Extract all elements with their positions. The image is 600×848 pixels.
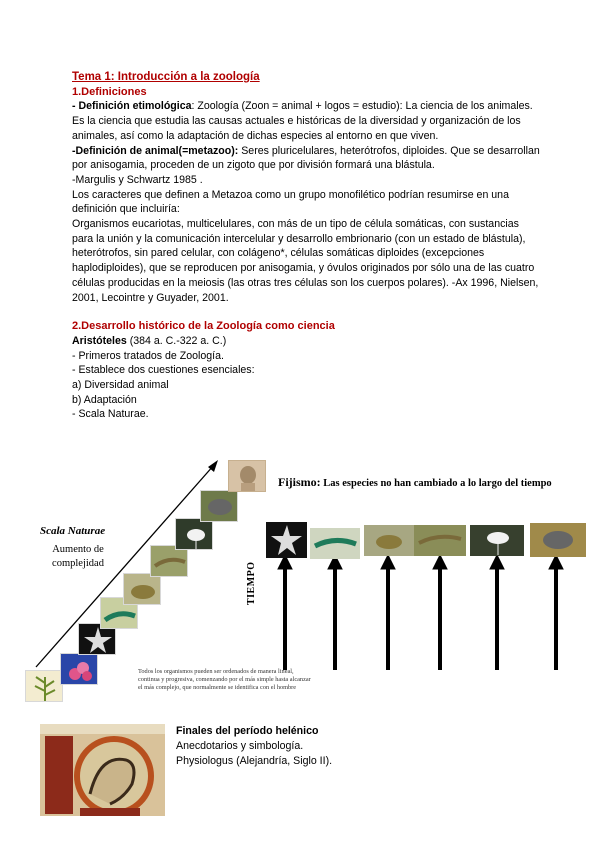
row-lizard2	[414, 525, 466, 556]
scala-naturae-title: Scala Naturae	[40, 525, 106, 537]
list-item: - Primeros tratados de Zoología.	[72, 349, 224, 362]
scala-caption: Todos los organismos pueden ser ordenados de manera lineal, continua y progresiva, comenzando por el más simple hasta alcanzar el más complejo, que normalmente se identifica con el hombre	[138, 668, 311, 692]
physiologus-image	[40, 724, 165, 816]
list-item: a) Diversidad animal	[72, 379, 169, 392]
def-etimologica-label: - Definición etimológica	[72, 100, 192, 113]
list-item: - Establece dos cuestiones esenciales:	[72, 364, 255, 377]
aristoteles-label: Aristóteles	[72, 334, 127, 347]
page-title: Tema 1: Introducción a la zoología	[72, 71, 260, 83]
elephant-icon	[530, 523, 586, 557]
citation-margulis: -Margulis y Schwartz 1985 .	[72, 173, 203, 186]
elephant-icon	[201, 491, 238, 522]
row-elephant	[530, 523, 586, 557]
hellenic-line2: Physiologus (Alejandría, Siglo II).	[176, 755, 333, 767]
lizard2-icon	[151, 546, 188, 577]
manuscript-illustration-icon	[40, 724, 165, 816]
hellenic-line1: Anecdotarios y simbología.	[176, 740, 304, 752]
fijismo-heading	[278, 475, 552, 490]
elephant-tile	[200, 490, 238, 522]
fijismo-label: Fijismo:	[278, 475, 321, 489]
aristoteles-dates: (384 a. C.-322 a. C.)	[126, 334, 227, 347]
frog-icon	[364, 525, 414, 556]
bird-icon	[470, 525, 524, 556]
bust-tile	[228, 460, 266, 492]
paragraph-organismos: Organismos eucariotas, multicelulares, con más de un tipo de célula somáticas, con sustancias para la unión y la comunicación intercelular y desarrollo embrionario (con un estado de blástula), heterótrofos, sin pared celular, con colágeno*, células somáticas diploides (excepciones haplodiploides), que se reproducen por anisogamia, y óvulos originados por sólo una de las cuatro células producidas en la meiosis (las otras tres células son los cuerpos polares). -Ax 1996, Nielsen, 2001, Lecointre y Guyader, 2001.	[72, 218, 539, 304]
def-animal	[72, 144, 542, 173]
section-heading-desarrollo: 2.Desarrollo histórico de la Zoología como ciencia	[72, 320, 335, 333]
aristoteles-line	[72, 334, 542, 349]
time-arrows	[278, 555, 563, 670]
paragraph-caracteres: Los caracteres que definen a Metazoa como un grupo monofilético podrían resumirse en una definición que incluiría:	[72, 188, 509, 216]
frog-tile	[123, 573, 161, 605]
bird-tile	[175, 518, 213, 550]
starfish-icon	[266, 522, 307, 558]
def-etimologica-text: : Zoología (Zoon = animal + logos = estudio): La ciencia de los animales.	[191, 100, 533, 113]
row-frog	[364, 525, 414, 556]
plant-tile	[25, 670, 63, 702]
bird-icon	[176, 519, 213, 550]
tiempo-label: TIEMPO	[246, 561, 257, 605]
plant-icon	[26, 671, 63, 702]
coral-icon	[61, 654, 98, 685]
def-animal-text: Seres pluricelulares, heterótrofos, diploides. Que se desarrollan por anisogamia, proceden de un zigoto que por división formará una blástula.	[72, 144, 540, 172]
paragraph-ciencia: Es la ciencia que estudia las causas actuales e históricas de la diversidad y organización de los animales, así como la adaptación de dichas especies al entorno en que viven.	[72, 115, 521, 142]
main-text	[72, 70, 542, 422]
frog-icon	[124, 574, 161, 605]
lizard2-icon	[414, 525, 466, 556]
row-lizard	[310, 528, 360, 559]
coral-tile	[60, 653, 98, 685]
scala-naturae-figure	[0, 455, 600, 715]
row-bird	[470, 525, 524, 556]
aristotle-bust-icon	[229, 461, 266, 492]
hellenic-text	[176, 724, 332, 769]
def-etimologica	[72, 99, 542, 114]
section-heading-definiciones: 1.Definiciones	[72, 85, 147, 98]
list-item: b) Adaptación	[72, 393, 137, 406]
lizard-icon	[310, 528, 360, 559]
row-starfish	[266, 522, 307, 558]
scala-naturae-subtitle: Aumento de complejidad	[52, 544, 104, 569]
def-animal-label: -Definición de animal(=metazoo):	[72, 144, 239, 157]
list-item: - Scala Naturae.	[72, 408, 149, 421]
fijismo-text: Las especies no han cambiado a lo largo del tiempo	[320, 478, 552, 489]
hellenic-heading: Finales del período helénico	[176, 725, 319, 737]
